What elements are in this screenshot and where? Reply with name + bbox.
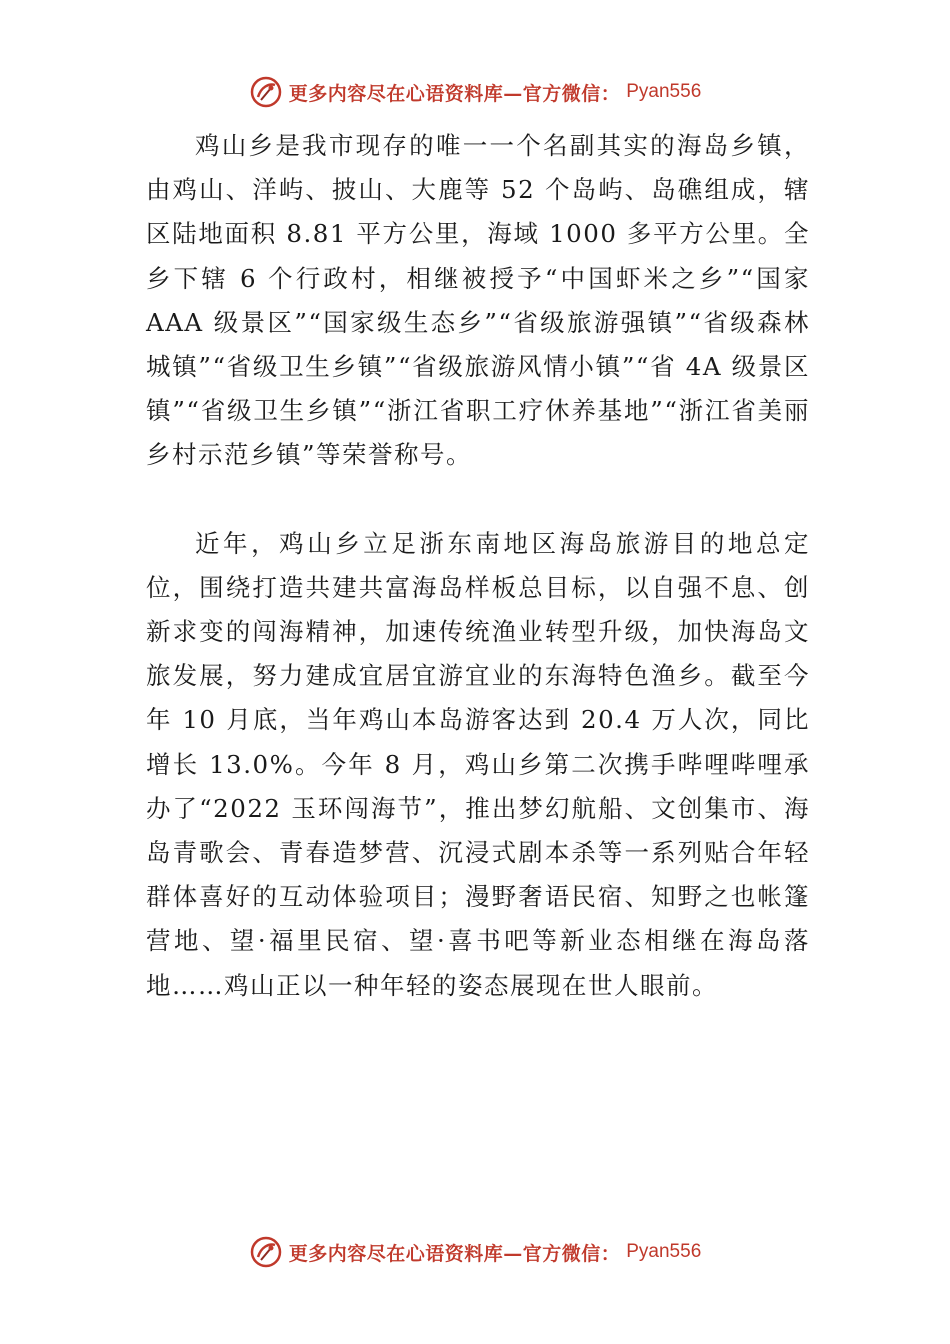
paragraph-2: 近年，鸡山乡立足浙东南地区海岛旅游目的地总定位，围绕打造共建共富海岛样板总目标，以自强不息、创新求变的闯海精神，加速传统渔业转型升级，加快海岛文旅发展，努力建成宜居宜游宜业的东海特色渔乡。截至今年 10 月底，当年鸡山本岛游客达到 20.4 万人次，同比增长 13.0%。今年 8 月，鸡山乡第二次携手哔哩哔哩承办了“2022 玉环闯海节”，推出梦幻航船、文创集市、海岛青歌会、青春造梦营、沉浸式剧本杀等一系列贴合年轻群体喜好的互动体验项目；漫野奢语民宿、知野之也帐篷营地、望·福里民宿、望·喜书吧等新业态相继在海岛落地……鸡山正以一种年轻的姿态展现在世人眼前。 (146, 528, 810, 1000)
header-banner (0, 72, 950, 112)
brand-logo-icon (249, 75, 283, 109)
footer-wechat-id: Pyan556 (626, 1241, 702, 1262)
header-banner-text: 更多内容尽在心语资料库—官方微信： (288, 82, 621, 105)
footer-banner-text: 更多内容尽在心语资料库—官方微信： (288, 1242, 621, 1265)
footer-banner (0, 1232, 950, 1272)
header-wechat-id: Pyan556 (626, 81, 702, 102)
paragraph-1: 鸡山乡是我市现存的唯一一个名副其实的海岛乡镇，由鸡山、洋屿、披山、大鹿等 52 个岛屿、岛礁组成，辖区陆地面积 8.81 平方公里，海域 1000 多平方公里。全乡下辖 6 个行政村，相继被授予“中国虾米之乡”“国家 AAA 级景区”“国家级生态乡”“省级旅游强镇”“省级森林城镇”“省级卫生乡镇”“省级旅游风情小镇”“省 4A 级景区镇”“省级卫生乡镇”“浙江省职工疗休养基地”“浙江省美丽乡村示范乡镇”等荣誉称号。 (146, 131, 810, 470)
brand-logo-icon (249, 1235, 283, 1269)
document-body (146, 124, 810, 1008)
